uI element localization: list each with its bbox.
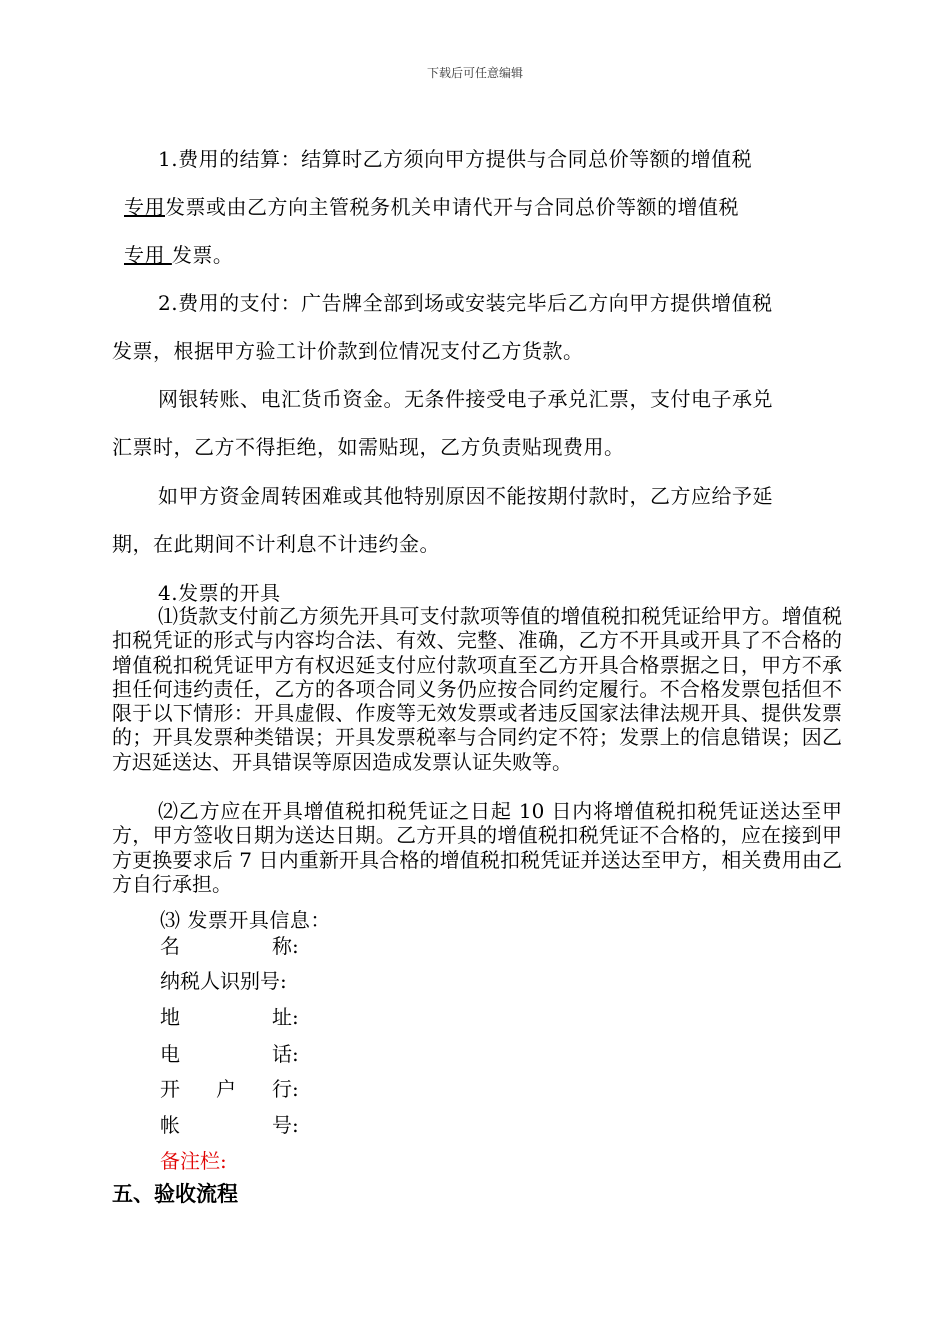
- field-account: 帐 号:: [160, 1113, 299, 1137]
- field-name: 名 称:: [160, 934, 299, 958]
- field-phone: 电 话:: [160, 1042, 299, 1066]
- para2-line2: 发票，根据甲方验工计价款到位情况支付乙方货款。: [112, 339, 584, 363]
- para4-line1: 如甲方资金周转困难或其他特别原因不能按期付款时，乙方应给予延: [158, 484, 773, 508]
- field-taxid: 纳税人识别号:: [160, 969, 287, 993]
- invoice-item2: ⑵乙方应在开具增值税扣税凭证之日起 10 日内将增值税扣税凭证送达至甲方，甲方签收日期为送达日期。乙方开具的增值税扣税凭证不合格的，应在接到甲方更换要求后 7 日内重新开具合格的增值税扣税凭证并送达至甲方，相关费用由乙方自行承担。: [112, 799, 842, 896]
- para3-line2: 汇票时，乙方不得拒绝，如需贴现，乙方负责贴现费用。: [112, 435, 625, 459]
- section-heading: 五、验收流程: [112, 1182, 238, 1206]
- invoice-item1: ⑴货款支付前乙方须先开具可支付款项等值的增值税扣税凭证给甲方。增值税扣税凭证的形式与内容均合法、有效、完整、准确，乙方不开具或开具了不合格的增值税扣税凭证甲方有权迟延支付应付款项直至乙方开具合格票据之日，甲方不承担任何违约责任，乙方的各项合同义务仍应按合同约定履行。不合格发票包括但不限于以下情形：开具虚假、作废等无效发票或者违反国家法律法规开具、提供发票的；开具发票种类错误；开具发票税率与合同约定不符；发票上的信息错误；因乙方迟延送达、开具错误等原因造成发票认证失败等。: [112, 604, 842, 774]
- para1-line2-underlined: 专用: [124, 195, 165, 219]
- para2-line1: 2.费用的支付：广告牌全部到场或安装完毕后乙方向甲方提供增值税: [158, 291, 773, 315]
- field-bank: 开 户 行:: [160, 1077, 299, 1101]
- invoice-item3: ⑶ 发票开具信息：: [160, 908, 331, 932]
- field-address: 地 址:: [160, 1005, 299, 1029]
- para1-line2: [124, 191, 854, 220]
- para4-line2: 期，在此期间不计利息不计违约金。: [112, 532, 440, 556]
- invoice-title: 4.发票的开具: [158, 581, 281, 605]
- para1-line2-text: 发票或由乙方向主管税务机关申请代开与合同总价等额的增值税: [165, 195, 739, 219]
- para1-line3-text: 发票。: [171, 243, 234, 267]
- para1-line3-underlined: 专用: [124, 243, 165, 267]
- para3-line1: 网银转账、电汇货币资金。无条件接受电子承兑汇票，支付电子承兑: [158, 387, 773, 411]
- page-header-note: 下载后可任意编辑: [426, 66, 523, 80]
- para1-line3: [124, 239, 854, 268]
- para1-line1: 1.费用的结算：结算时乙方须向甲方提供与合同总价等额的增值税: [158, 147, 753, 171]
- field-remark: 备注栏:: [160, 1149, 227, 1173]
